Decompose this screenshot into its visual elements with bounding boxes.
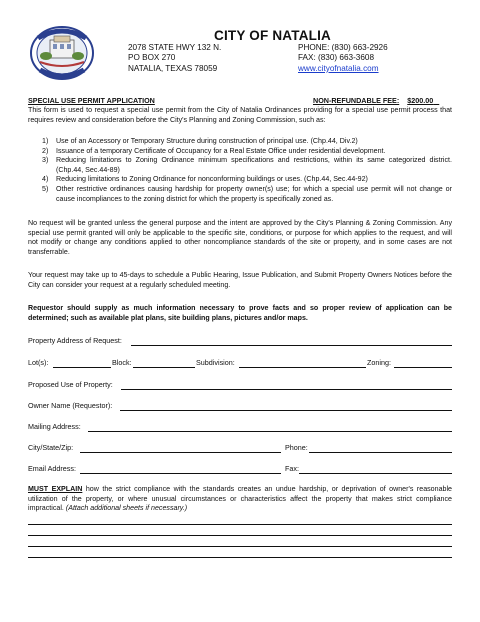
owner-name-label: Owner Name (Requestor):	[28, 401, 113, 410]
fax-field[interactable]	[299, 473, 452, 474]
list-item: 3) Reducing limitations to Zoning Ordinance minimum specifications and restrictions, within its same categorized district. (Chp.44, Sec.44-89)	[42, 156, 452, 174]
list-item: 5) Other restrictive ordinances causing hardship for property owner(s) use; for which a special use permit will not change or cause incompliances to the zoning district for which the property is specifically zoned as.	[42, 184, 452, 203]
approval-paragraph: No request will be granted unless the general purpose and the intent are approved by the City's Planning & Zoning Commission. Any special use permit granted will only be applicable to the specific site, conditions, or purpose for which applies to the request, and will not modify or change any conditions applied to other noncompliance standards of the site or property, and in some cases are not transferrable.	[28, 219, 452, 256]
address-line-3: NATALIA, TEXAS 78059	[128, 63, 218, 73]
explain-paragraph	[28, 485, 452, 514]
city-state-zip-field[interactable]	[80, 452, 281, 453]
timeline-paragraph: Your request may take up to 45-days to schedule a Public Hearing, Issue Publication, and Submit Property Owners Notices before the City can consider your request at a regularly scheduled meeting.	[28, 271, 452, 289]
email-label: Email Address:	[28, 464, 76, 473]
requestor-paragraph: Requestor should supply as much information necessary to prove facts and so proper review of application can be determined; such as available plat plans, site building plans, pictures and/or maps.	[28, 304, 452, 322]
block-label: Block:	[112, 358, 132, 367]
application-heading: SPECIAL USE PERMIT APPLICATION	[28, 96, 155, 105]
zoning-field[interactable]	[394, 367, 452, 368]
fee-amount: $200.00	[407, 96, 434, 105]
property-address-field[interactable]	[131, 345, 452, 346]
address-line-2: PO BOX 270	[128, 53, 176, 63]
explain-line-3[interactable]	[28, 546, 452, 547]
subdivision-label: Subdivision:	[196, 358, 235, 367]
fee-label	[313, 96, 439, 105]
subdivision-field[interactable]	[239, 367, 366, 368]
city-seal-logo	[30, 26, 94, 80]
zoning-label: Zoning:	[367, 358, 391, 367]
city-state-zip-label: City/State/Zip:	[28, 443, 74, 452]
fee-label-text: NON-REFUNDABLE FEE:	[313, 96, 400, 105]
city-address	[128, 43, 221, 74]
mailing-address-field[interactable]	[88, 431, 452, 432]
email-field[interactable]	[80, 473, 281, 474]
explain-note: (Attach additional sheets if necessary.)	[65, 504, 188, 513]
mailing-address-label: Mailing Address:	[28, 422, 81, 431]
explain-line-4[interactable]	[28, 557, 452, 558]
owner-name-field[interactable]	[120, 410, 452, 411]
lots-field[interactable]	[53, 367, 111, 368]
address-line-1: 2078 STATE HWY 132 N.	[128, 43, 222, 52]
explain-lead: MUST EXPLAIN	[28, 485, 83, 493]
explain-line-1[interactable]	[28, 524, 452, 525]
city-contact	[298, 43, 388, 74]
phone-field[interactable]	[309, 452, 452, 453]
lots-label: Lot(s):	[28, 358, 49, 367]
intro-paragraph: This form is used to request a special use permit from the City of Natalia Ordinances providing for a special use permit process that requires review and consideration before the City's Planning and Zoning Commission, such as:	[28, 106, 452, 124]
block-field[interactable]	[133, 367, 195, 368]
phone-text: PHONE: (830) 663-2926	[298, 43, 388, 52]
list-item: 1) Use of an Accessory or Temporary Structure during construction of principal use. (Chp.44, Div.2)	[42, 137, 358, 145]
explain-line-2[interactable]	[28, 535, 452, 536]
list-item: 2) Issuance of a temporary Certificate of Occupancy for a Real Estate Office under residential development.	[42, 146, 386, 155]
property-address-label: Property Address of Request:	[28, 336, 122, 345]
fax-label: Fax:	[285, 464, 299, 473]
phone-label: Phone:	[285, 443, 308, 452]
fax-text: FAX: (830) 663-3608	[298, 53, 375, 63]
website-link[interactable]: www.cityofnatalia.com	[298, 63, 379, 73]
proposed-use-label: Proposed Use of Property:	[28, 380, 113, 389]
proposed-use-field[interactable]	[121, 389, 452, 390]
list-item: 4) Reducing limitations to Zoning Ordinance for nonconforming buildings or uses. (Chp.44, Sec.44-92)	[42, 175, 368, 184]
city-title: CITY OF NATALIA	[214, 28, 331, 43]
permit-types-list	[42, 137, 452, 204]
explain-text: how the strict compliance with the standards creates an undue hardship, or deprivation of owner's reasonable utilization of the property, or where unusual circumstances or characteristics affect the property that makes strict compliance impractical.	[28, 485, 452, 513]
